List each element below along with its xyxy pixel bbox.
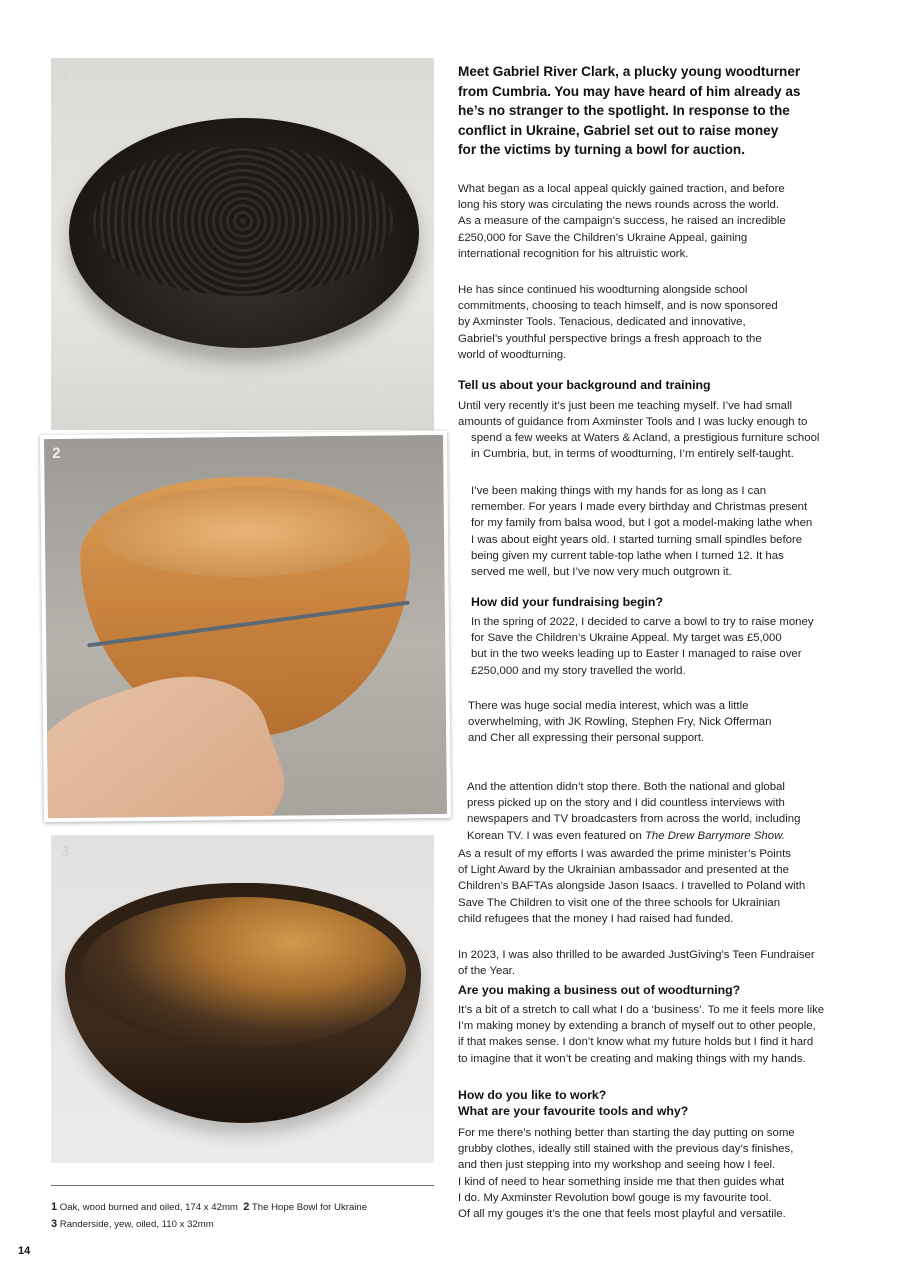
text-line: for my family from balsa wood, but I got a model-making lathe when [471,517,813,530]
text-line: world of woodturning. [458,348,567,361]
heading-text: How did your fundraising begin? [471,595,663,609]
text-line: but in the two weeks leading up to Easter I managed to raise over [471,648,802,661]
heading-text: Are you making a business out of woodturning? [458,983,741,997]
text-line: Until very recently it’s just been me teaching myself. I’ve had small [458,400,793,412]
text-line: Save The Children to visit one of the three schools for Ukrainian [458,896,781,909]
text-line: I’m making money by extending a branch of myself out to other people, [458,1020,816,1033]
text-line: to imagine that it won’t be creating and making things with my hands. [458,1052,806,1065]
text-line: In 2023, I was also thrilled to be awarded JustGiving’s Teen Fundraiser [458,949,815,961]
text-line: As a measure of the campaign’s success, he raised an incredible [458,215,786,228]
text-line: long his story was circulating the news rounds across the world. [458,199,779,212]
text-line: £250,000 and my story travelled the world. [471,664,686,677]
intro-line: conflict in Ukraine, Gabriel set out to raise money [458,122,779,138]
text-line: Children’s BAFTAs alongside Jason Isaacs. I travelled to Poland with [458,880,806,893]
text-line: spend a few weeks at Waters & Acland, a prestigious furniture school [471,432,820,444]
intro-standfirst [458,62,800,160]
heading-line: What are your favourite tools and why? [458,1104,689,1119]
text-line: and Cher all expressing their personal support. [468,732,705,745]
intro-line: Meet Gabriel River Clark, a plucky young woodturner [458,64,801,79]
section-heading [458,377,711,393]
text-line: And the attention didn’t stop there. Both the national and global [467,781,785,793]
body-paragraph [458,846,805,927]
text-line: As a result of my efforts I was awarded the prime minister’s Points [458,848,791,860]
caption-text: Randerside, yew, oiled, 110 x 32mm [59,1219,214,1230]
text-line: overwhelming, with JK Rowling, Stephen Fry, Nick Offerman [468,716,772,729]
photo-image [44,435,447,818]
caption-text: The Hope Bowl for Ukraine [251,1202,368,1213]
text-line: by Axminster Tools. Tenacious, dedicated and innovative, [458,316,746,329]
intro-line: from Cumbria. You may have heard of him already as [458,83,801,99]
bowl-interior [81,897,406,1047]
photo-number: 2 [52,444,61,463]
text-line: He has since continued his woodturning alongside school [458,284,748,296]
bowl-interior [93,146,393,296]
body-paragraph [467,779,800,844]
text-line: being given my current table-top lathe when I turned 12. It has [471,549,784,562]
text-line: For me there’s nothing better than starting the day putting on some [458,1127,795,1139]
text-line: I’ve been making things with my hands for as long as I can [471,485,767,497]
text-line: There was huge social media interest, which was a little [468,700,749,712]
text-line: press picked up on the story and I did countless interviews with [467,797,785,810]
text-line: £250,000 for Save the Children’s Ukraine Appeal, gaining [458,231,748,244]
photo-number: 3 [61,843,70,860]
intro-line: he’s no stranger to the spotlight. In response to the [458,103,790,119]
caption-number: 1 [51,1201,58,1213]
body-paragraph [458,947,815,979]
text-line: in Cumbria, but, in terms of woodturning, I’m entirely self-taught. [471,448,794,461]
text-line: of the Year. [458,965,516,978]
text-line [467,828,800,844]
text-line: international recognition for his altruistic work. [458,247,689,260]
text-line: and then just stepping into my workshop and seeing how I feel. [458,1159,776,1172]
body-paragraph [471,614,814,679]
photo-number: 1 [61,66,70,83]
text-line: grubby clothes, ideally still stained with the previous day’s finishes, [458,1143,794,1156]
text-line: child refugees that the money I had raised had funded. [458,912,734,925]
heading-text: Tell us about your background and training [458,378,711,392]
text-line: It’s a bit of a stretch to call what I do a ‘business’. To me it feels more like [458,1004,825,1016]
section-heading [471,594,663,610]
photo-yew-bowl [51,835,434,1163]
body-paragraph [458,398,807,430]
page-number: 14 [18,1245,31,1257]
photo-oak-bowl [51,58,434,430]
caption-number: 2 [243,1201,250,1213]
text-line: What began as a local appeal quickly gained traction, and before [458,183,785,195]
text-line: amounts of guidance from Axminster Tools and I was lucky enough to [458,416,808,429]
body-paragraph [471,483,812,580]
text-line: for Save the Children’s Ukraine Appeal. My target was £5,000 [471,632,782,645]
caption-line [51,1199,367,1216]
text-line: Of all my gouges it’s the one that feels most playful and versatile. [458,1208,786,1221]
text-line: newspapers and TV broadcasters from across the world, including [467,813,801,826]
text-line: I kind of need to hear something inside me that then guides what [458,1175,785,1188]
body-paragraph [458,282,778,363]
italic-title: The Drew Barrymore Show. [644,829,785,842]
body-paragraph [471,430,819,462]
body-paragraph [458,1002,824,1067]
text-line: if that makes sense. I don’t know what my future holds but I find it hard [458,1036,814,1049]
section-heading [458,982,740,998]
caption-number: 3 [51,1218,58,1230]
text-line: In the spring of 2022, I decided to carve a bowl to try to raise money [471,616,814,628]
text-line: I do. My Axminster Revolution bowl gouge is my favourite tool. [458,1191,772,1204]
text-line: Gabriel’s youthful perspective brings a fresh approach to the [458,332,762,345]
intro-line: for the victims by turning a bowl for auction. [458,142,745,158]
photo-hope-bowl [40,431,451,822]
heading-line: How do you like to work? [458,1088,607,1102]
photo-captions [51,1199,367,1233]
text-segment: Korean TV. I was even featured on [467,829,645,842]
text-line: remember. For years I made every birthday and Christmas present [471,501,808,514]
caption-divider [51,1185,434,1186]
text-line: commitments, choosing to teach himself, and is now sponsored [458,300,778,313]
caption-line [51,1216,367,1233]
body-paragraph [458,1125,795,1222]
body-paragraph [468,698,771,747]
text-line: of Light Award by the Ukrainian ambassador and presented at the [458,864,789,877]
text-line: I was about eight years old. I started turning small spindles before [471,533,803,546]
caption-text: Oak, wood burned and oiled, 174 x 42mm [59,1202,238,1213]
section-heading [458,1087,688,1119]
text-line: served me well, but I’ve now very much outgrown it. [471,566,732,579]
body-paragraph [458,181,786,262]
